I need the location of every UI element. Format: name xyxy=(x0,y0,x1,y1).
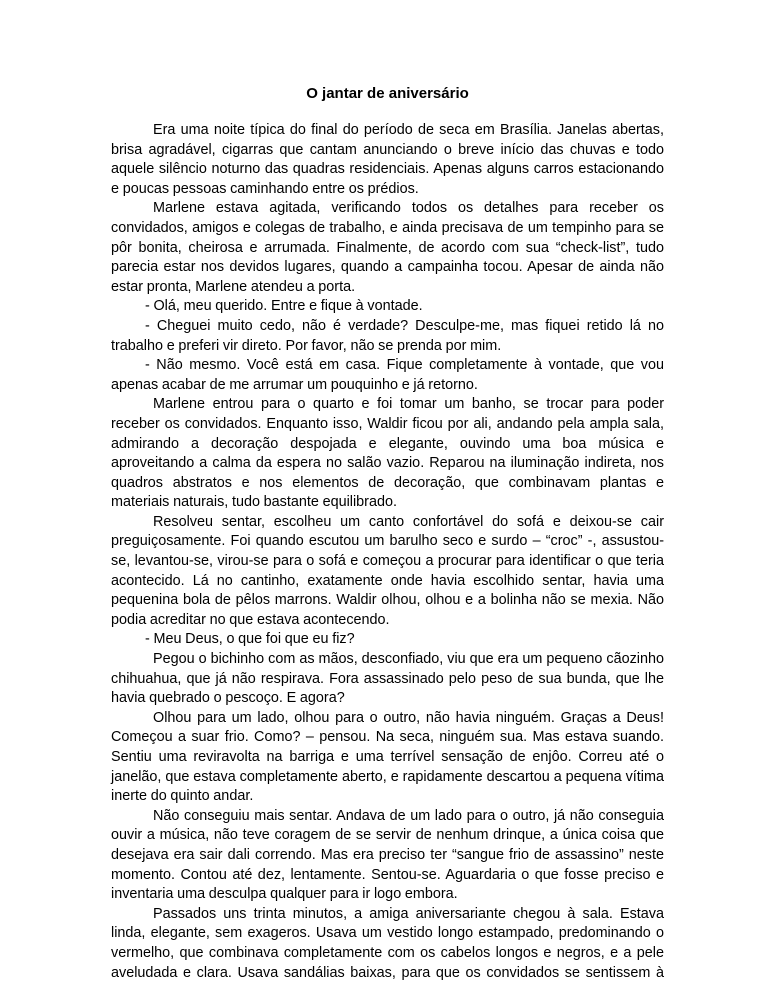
paragraph: Era uma noite típica do final do período de seca em Brasília. Janelas abertas, brisa agradável, cigarras que cantam anunciando o breve início das chuvas e todo aquele silêncio noturno das quadras residenciais. Apenas alguns carros estacionando e poucas pessoas caminhando entre os prédios. xyxy=(111,122,664,197)
document-body xyxy=(111,121,664,983)
document-title: O jantar de aniversário xyxy=(306,85,469,102)
dialogue-line: - Meu Deus, o que foi que eu fiz? xyxy=(145,631,355,648)
dialogue-line: - Não mesmo. Você está em casa. Fique completamente à vontade, que vou apenas acabar de me arrumar um pouquinho e já retorno. xyxy=(111,357,664,393)
dialogue-line: - Cheguei muito cedo, não é verdade? Desculpe-me, mas fiquei retido lá no trabalho e preferi vir direto. Por favor, não se prenda por mim. xyxy=(111,317,664,354)
paragraph: Não conseguiu mais sentar. Andava de um lado para o outro, já não conseguia ouvir a música, não teve coragem de se servir de nenhum drinque, a única coisa que desejava era sair dali correndo. Mas era preciso ter “sangue frio de assassino” neste momento. Contou até dez, lentamente. Sentou-se. Aguardaria o que fosse preciso e inventaria uma desculpa qualquer para ir logo embora. xyxy=(111,807,664,903)
paragraph: Passados uns trinta minutos, a amiga aniversariante chegou à sala. Estava linda, elegante, sem exageros. Usava um vestido longo estampado, predominando o vermelho, que combinava completamente com os cabelos longos e negros, e a pele aveludada e clara. Usava sandálias baixas, para que os convidados se sentissem à xyxy=(111,905,664,981)
paragraph: Marlene estava agitada, verificando todos os detalhes para receber os convidados, amigos e colegas de trabalho, e ainda precisava de um tempinho para se pôr bonita, cheirosa e arrumada. Finalmente, de acordo com sua “check-list”, tudo parecia estar nos devidos lugares, quando a campainha tocou. Apesar de ainda não estar pronta, Marlene atendeu a porta. xyxy=(111,200,664,295)
paragraph: Resolveu sentar, escolheu um canto confortável do sofá e deixou-se cair preguiçosamente. Foi quando escutou um barulho seco e surdo – “croc” -, assustou-se, levantou-se, virou-se para o sofá e começou a procurar para identificar o que teria acontecido. Lá no cantinho, exatamente onde havia escolhido sentar, havia uma pequenina bola de pêlos marrons. Waldir olhou, olhou e a bolinha não se mexia. Não podia acreditar no que estava acontecendo. xyxy=(111,513,664,628)
paragraph: Pegou o bichinho com as mãos, desconfiado, viu que era um pequeno cãozinho chihuahua, que já não respirava. Fora assassinado pelo peso de sua bunda, que lhe havia quebrado o pescoço. E agora? xyxy=(111,651,664,707)
dialogue-line: - Olá, meu querido. Entre e fique à vontade. xyxy=(145,298,423,315)
paragraph: Olhou para um lado, olhou para o outro, não havia ninguém. Graças a Deus! Começou a suar frio. Como? – pensou. Na seca, ninguém sua. Mas estava suando. Sentiu uma reviravolta na barriga e uma terrível sensação de enjôo. Correu até o janelão, que estava completamente aberto, e rapidamente descartou a pequena vítima inerte do quinto andar. xyxy=(111,709,664,805)
paragraph: Marlene entrou para o quarto e foi tomar um banho, se trocar para poder receber os convidados. Enquanto isso, Waldir ficou por ali, andando pela ampla sala, admirando a decoração despojada e elegante, ouvindo uma boa música e aproveitando a calma da espera no salão vazio. Reparou na iluminação indireta, nos quadros abstratos e nos elementos de decoração, que combinavam plantas e materiais naturais, tudo bastante equilibrado. xyxy=(111,396,664,511)
